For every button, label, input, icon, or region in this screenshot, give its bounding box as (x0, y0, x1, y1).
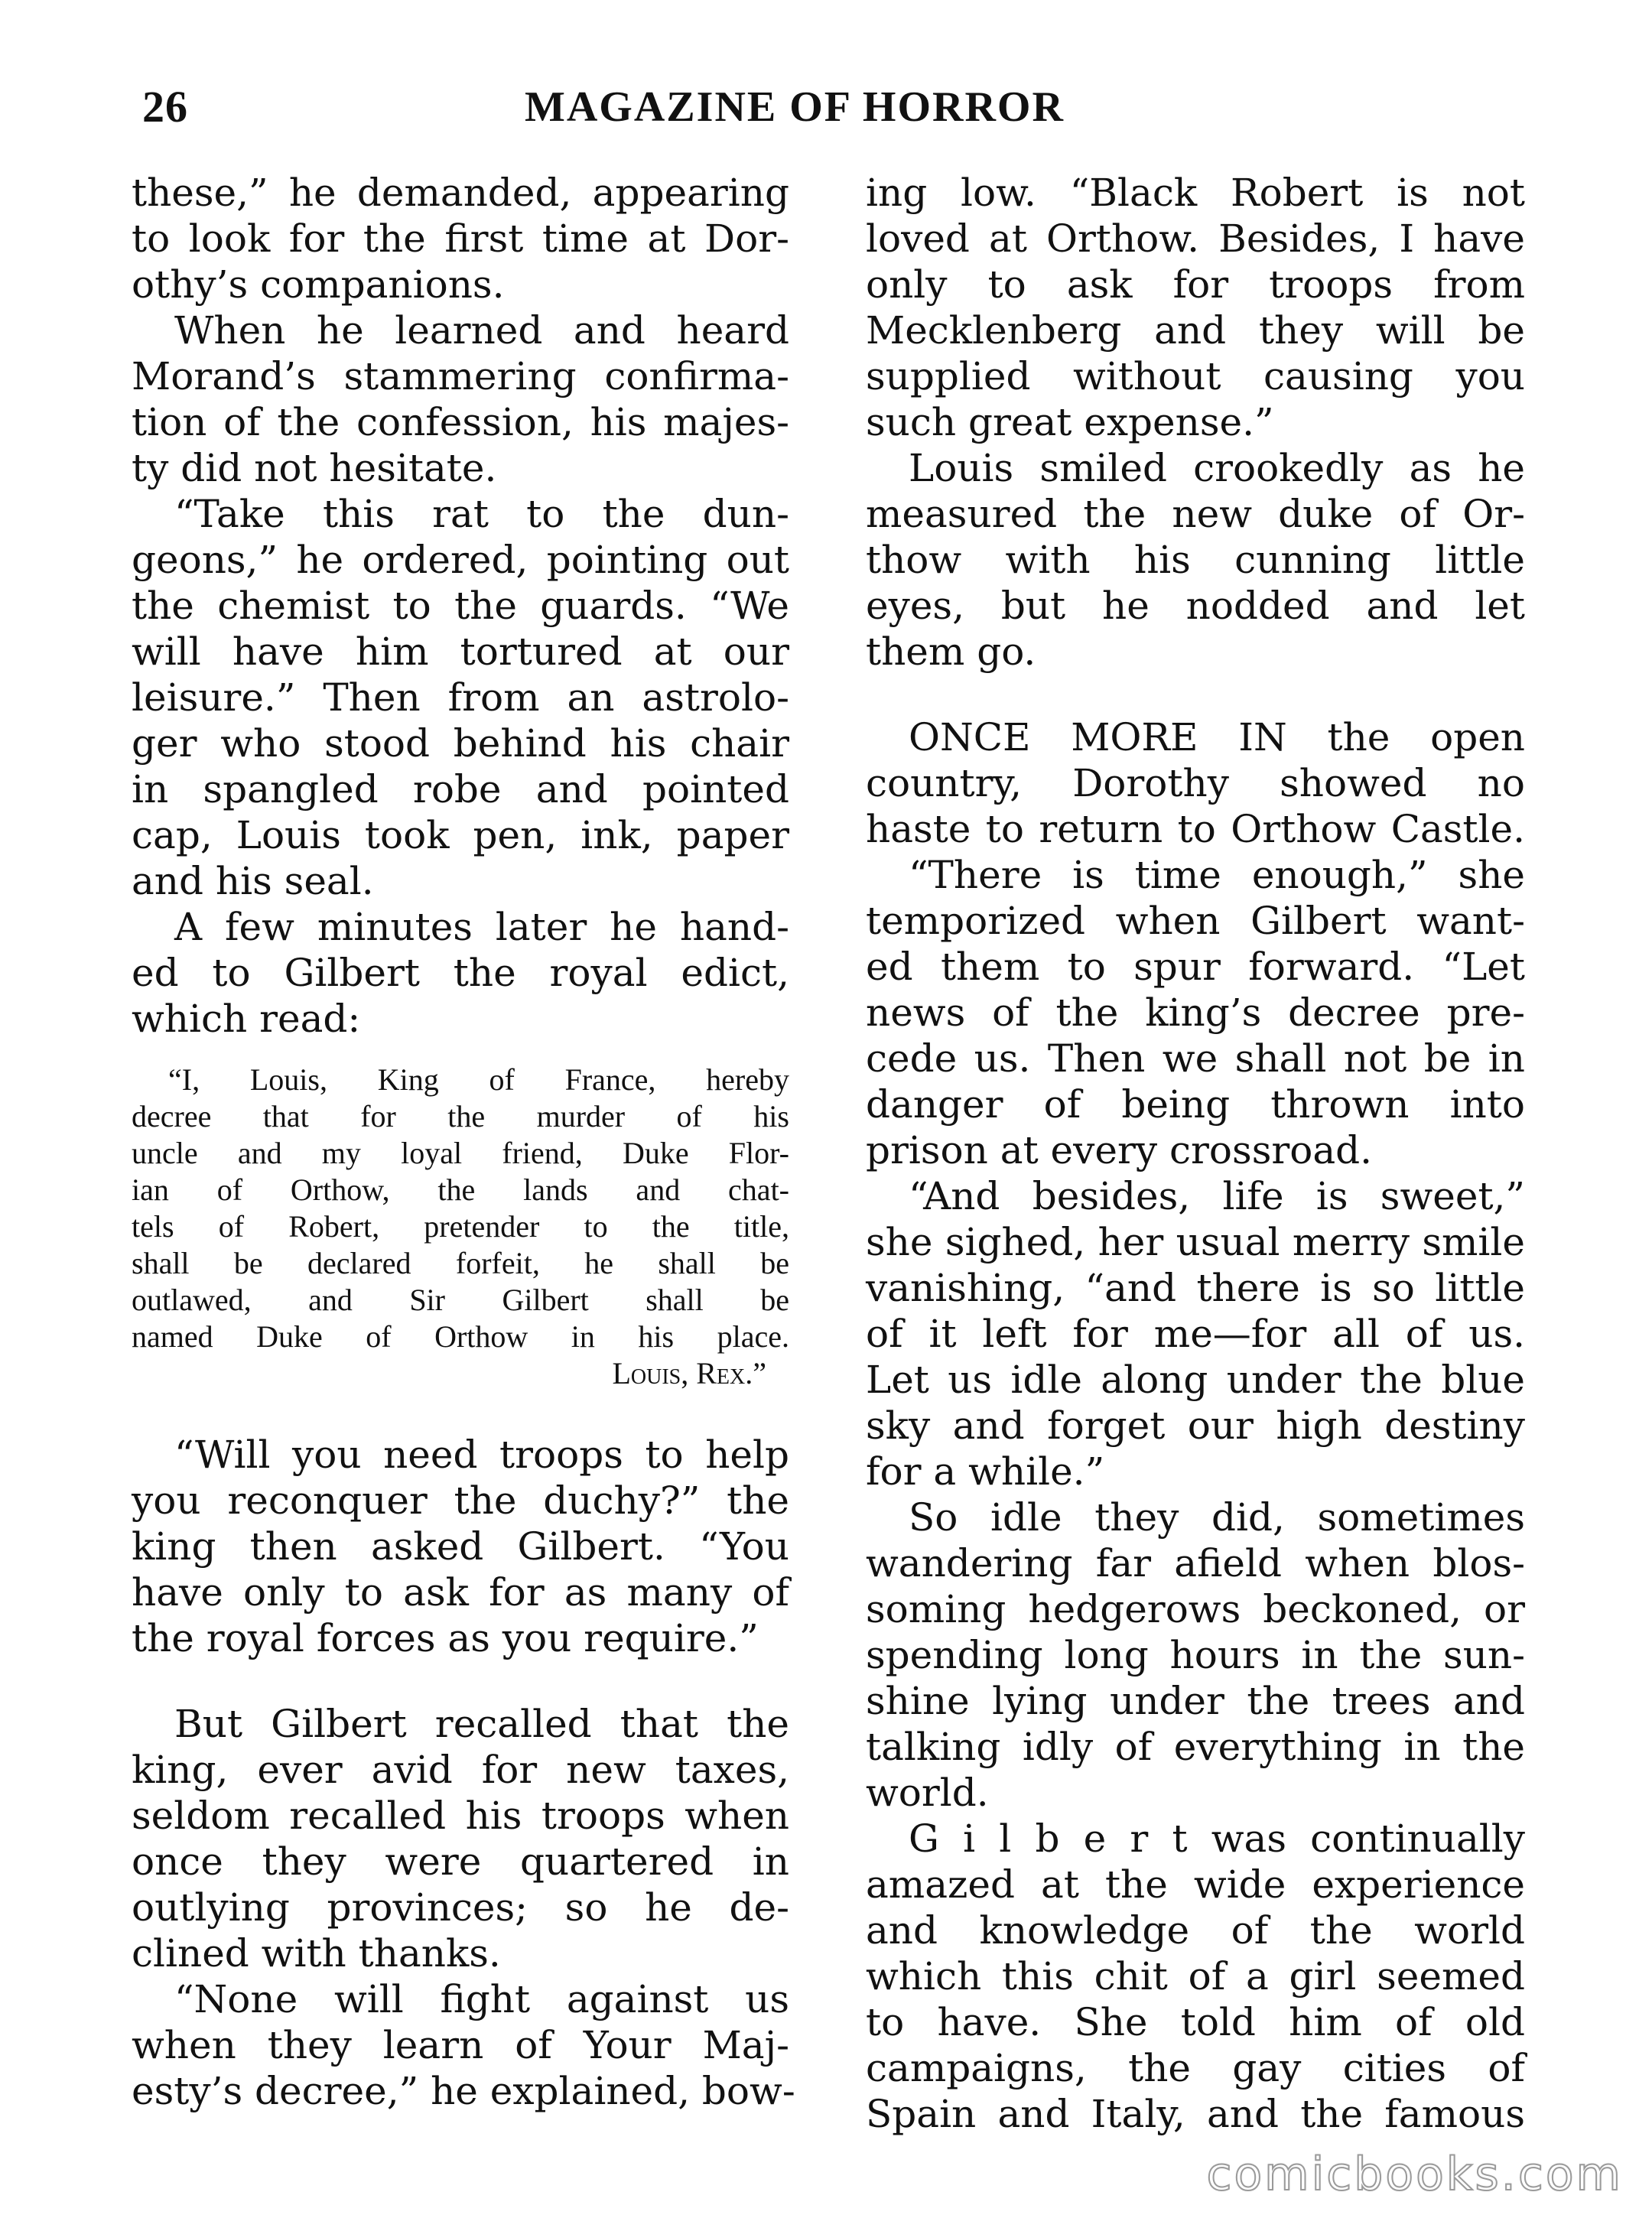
text-line: have only to ask for as many of (132, 1570, 789, 1615)
text-line: ONCE MORE IN the open (909, 715, 1525, 759)
text-line: which this chit of a girl seemed (866, 1954, 1525, 1998)
text-line: leisure.” Then from an astrolo- (132, 675, 789, 720)
text-line: ty did not hesitate. (132, 446, 497, 490)
text-line: wandering far afield when blos- (866, 1541, 1525, 1585)
text-line: prison at every crossroad. (866, 1128, 1373, 1172)
text-line: once they were quartered in (132, 1839, 789, 1884)
paragraph (866, 445, 1525, 675)
text-line: country, Dorothy showed no (866, 761, 1525, 805)
text-line: haste to return to Orthow Castle. (866, 807, 1525, 851)
text-line: othy’s companions. (132, 262, 505, 307)
paragraph (132, 1432, 789, 1661)
paragraph (132, 491, 789, 904)
text-line: soming hedgerows beckoned, or (866, 1587, 1525, 1631)
text-line: ed to Gilbert the royal edict, (132, 951, 789, 995)
text-line: when they learn of Your Maj- (132, 2023, 789, 2067)
text-line: world. (866, 1771, 989, 1815)
paragraph (866, 714, 1525, 852)
text-line: measured the new duke of Or- (866, 492, 1525, 536)
text-line: and knowledge of the world (866, 1908, 1525, 1953)
paragraph (132, 1701, 789, 1976)
paragraph (866, 1173, 1525, 1494)
text-line: “Will you need troops to help (174, 1433, 789, 1477)
text-line: outlying provinces; so he de- (132, 1885, 789, 1930)
text-line: which read: (132, 997, 361, 1041)
paragraph (866, 852, 1525, 1173)
text-line: the chemist to the guards. “We (132, 584, 789, 628)
paragraph (866, 1494, 1525, 1816)
text-line: to have. She told him of old (866, 2000, 1525, 2044)
edict-line: outlawed, and Sir Gilbert shall be (132, 1283, 789, 1317)
text-line: of it left for me—for all of us. (866, 1312, 1525, 1356)
text-line: will have him tortured at our (132, 629, 789, 674)
royal-edict-quote (132, 1062, 789, 1392)
text-line: them go. (866, 629, 1036, 674)
text-line: vanishing, “and there is so little (866, 1266, 1525, 1310)
text-line: sky and forget our high destiny (866, 1403, 1525, 1448)
text-line: esty’s decree,” he explained, bow- (132, 2069, 795, 2113)
text-line: But Gilbert recalled that the (174, 1702, 789, 1746)
paragraph (866, 170, 1525, 445)
text-line: ing low. “Black Robert is not (866, 171, 1525, 215)
paragraph (866, 1816, 1525, 2137)
text-line: cede us. Then we shall not be in (866, 1036, 1525, 1081)
paragraph (132, 904, 789, 1042)
text-line: So idle they did, sometimes (909, 1495, 1525, 1540)
text-line: eyes, but he nodded and let (866, 584, 1525, 628)
left-column (132, 170, 795, 2114)
edict-line: named Duke of Orthow in his place. (132, 1319, 789, 1354)
text-line: Mecklenberg and they will be (866, 308, 1525, 353)
paragraph (132, 307, 789, 491)
text-line: seldom recalled his troops when (132, 1794, 789, 1838)
page-number: 26 (142, 82, 188, 132)
paragraph (132, 1976, 795, 2114)
text-line: “There is time enough,” she (909, 853, 1525, 897)
right-column (866, 170, 1525, 2137)
text-line: “And besides, life is sweet,” (909, 1174, 1525, 1218)
text-line: ger who stood behind his chair (132, 721, 789, 766)
site-watermark: comicbooks.com (1206, 2148, 1623, 2201)
text-line: Spain and Italy, and the famous (866, 2092, 1525, 2136)
text-line: Let us idle along under the blue (866, 1358, 1525, 1402)
text-line: for a while.” (866, 1449, 1105, 1494)
edict-line: shall be declared forfeit, he shall be (132, 1246, 789, 1280)
text-line: spending long hours in the sun- (866, 1633, 1525, 1677)
text-line: Morand’s stammering confirma- (132, 354, 789, 398)
text-line: such great expense.” (866, 400, 1274, 444)
text-line: and his seal. (132, 859, 374, 903)
text-line: tion of the confession, his majes- (132, 400, 789, 444)
edict-line: tels of Robert, pretender to the title, (132, 1209, 789, 1244)
text-line: these,” he demanded, appearing (132, 171, 789, 215)
text-line: only to ask for troops from (866, 262, 1525, 307)
text-line: danger of being thrown into (866, 1082, 1525, 1127)
text-line: she sighed, her usual merry smile (866, 1220, 1525, 1264)
text-line: you reconquer the duchy?” the (132, 1478, 789, 1523)
text-line: to look for the first time at Dor- (132, 216, 789, 261)
text-line: “Take this rat to the dun- (174, 492, 789, 536)
text-line: loved at Orthow. Besides, I have (866, 216, 1525, 261)
edict-line: decree that for the murder of his (132, 1099, 789, 1133)
text-line: amazed at the wide experience (866, 1862, 1525, 1907)
text-line: shine lying under the trees and (866, 1679, 1525, 1723)
text-line: in spangled robe and pointed (132, 767, 789, 811)
edict-signature: Louis, Rex.” (612, 1356, 766, 1390)
edict-line: uncle and my loyal friend, Duke Flor- (132, 1136, 789, 1170)
text-line: king, ever avid for new taxes, (132, 1748, 789, 1792)
running-title: MAGAZINE OF HORROR (525, 83, 1065, 131)
edict-line: ian of Orthow, the lands and chat- (132, 1172, 789, 1207)
text-line: G i l b e r t was continually (909, 1816, 1525, 1861)
text-line: A few minutes later he hand- (174, 905, 789, 949)
text-line: clined with thanks. (132, 1931, 501, 1976)
text-line: news of the king’s decree pre- (866, 990, 1525, 1035)
text-line: talking idly of everything in the (866, 1725, 1525, 1769)
paragraph (132, 170, 789, 307)
text-line: geons,” he ordered, pointing out (132, 538, 789, 582)
text-line: campaigns, the gay cities of (866, 2046, 1525, 2090)
edict-line: “I, Louis, King of France, hereby (168, 1062, 789, 1097)
text-line: cap, Louis took pen, ink, paper (132, 813, 789, 857)
text-line: supplied without causing you (866, 354, 1525, 398)
text-line: king then asked Gilbert. “You (132, 1524, 789, 1569)
text-line: When he learned and heard (174, 308, 789, 353)
text-line: Louis smiled crookedly as he (909, 446, 1525, 490)
text-line: the royal forces as you require.” (132, 1616, 759, 1660)
text-line: ed them to spur forward. “Let (866, 945, 1525, 989)
text-line: temporized when Gilbert want- (866, 899, 1525, 943)
text-line: thow with his cunning little (866, 538, 1525, 582)
text-line: “None will fight against us (174, 1977, 789, 2021)
